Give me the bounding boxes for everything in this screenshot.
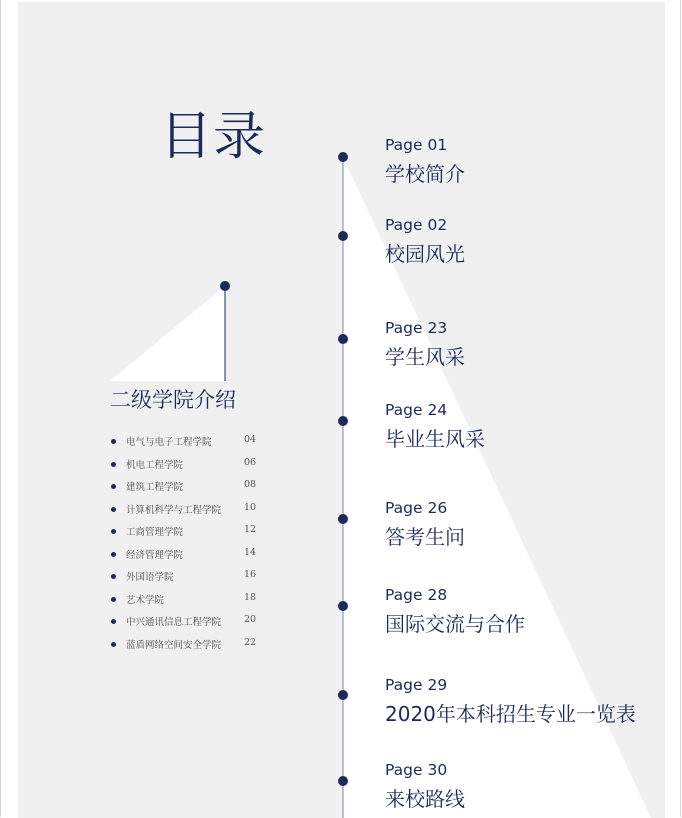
college-page: 22 [244,636,257,648]
toc-page-number: Page 24 [385,401,448,419]
bullet-icon [111,484,116,489]
timeline-dot [338,231,348,241]
bullet-icon [111,529,116,534]
toc-entry[interactable] [385,136,465,187]
toc-entry[interactable] [385,586,525,637]
toc-page-number: Page 29 [385,676,448,694]
bullet-icon [111,574,116,579]
toc-entry[interactable] [385,499,465,550]
toc-page-number: Page 23 [385,319,448,337]
college-page: 04 [244,434,257,445]
college-name: 机电工程学院 [126,459,184,471]
college-page: 10 [244,501,257,513]
toc-section-name: 学校简介 [385,162,465,186]
college-name: 中兴通讯信息工程学院 [126,617,222,628]
toc-page-number: Page 30 [385,761,448,779]
bullet-icon [111,552,116,557]
college-name: 工商管理学院 [126,527,184,538]
college-page: 20 [244,614,257,625]
toc-page [18,2,665,818]
college-name: 建筑工程学院 [126,482,184,493]
college-page: 12 [244,524,257,535]
toc-entry[interactable] [385,676,636,727]
college-page: 16 [244,569,257,580]
sub-section-wedge [110,286,225,381]
bullet-icon [111,462,116,467]
toc-section-name: 2020年本科招生专业一览表 [385,702,636,726]
college-name: 电气与电子工程学院 [126,437,212,448]
timeline-dot [338,690,348,700]
college-page: 18 [244,591,257,603]
toc-section-name: 校园风光 [385,242,465,266]
timeline-dot [338,514,348,524]
bullet-icon [111,642,116,647]
college-name: 计算机科学与工程学院 [126,504,222,516]
bullet-icon [111,507,116,512]
college-page: 14 [244,546,257,558]
sub-section-title: 二级学院介绍 [110,388,236,412]
toc-section-name: 学生风采 [385,345,465,369]
toc-section-name: 国际交流与合作 [385,612,525,636]
page-title: 目录 [160,107,267,167]
toc-section-name: 答考生问 [385,525,465,549]
sub-section-dot [220,281,230,291]
toc-page-number: Page 26 [385,499,448,517]
toc-page-number: Page 28 [385,586,448,604]
toc-entry[interactable] [385,216,465,267]
timeline-dot [338,776,348,786]
toc-section-name: 毕业生风采 [385,427,485,451]
timeline-dot [338,334,348,344]
college-name: 外国语学院 [126,572,174,583]
bullet-icon [111,619,116,624]
college-page: 08 [244,479,257,490]
bullet-icon [111,439,116,444]
college-name: 蓝盾网络空间安全学院 [126,639,222,651]
college-name: 艺术学院 [126,594,165,606]
toc-page-number: Page 01 [385,136,448,154]
college-page: 06 [244,456,257,468]
college-name: 经济管理学院 [126,549,184,561]
bullet-icon [111,597,116,602]
timeline-dot [338,152,348,162]
toc-entry[interactable] [385,761,465,812]
toc-entry[interactable] [385,401,485,452]
timeline-dot [338,601,348,611]
toc-page-number: Page 02 [385,216,448,234]
toc-section-name: 来校路线 [385,787,465,811]
toc-entry[interactable] [385,319,465,370]
timeline-dot [338,416,348,426]
